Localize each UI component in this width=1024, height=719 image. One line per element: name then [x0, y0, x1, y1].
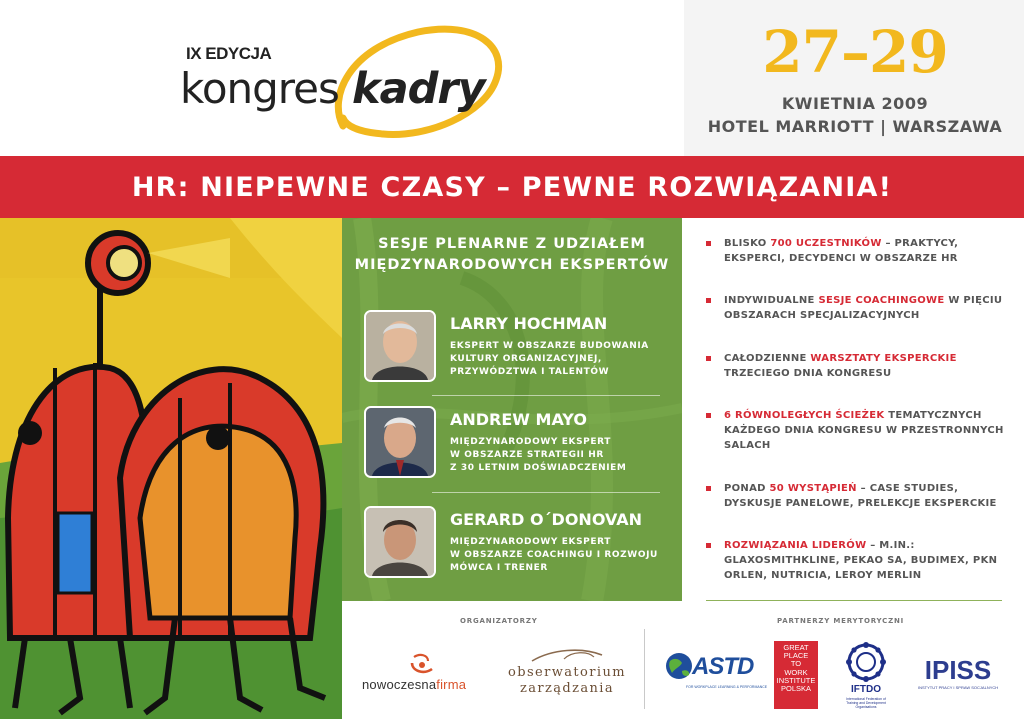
feature-item: [700, 293, 1018, 323]
feature-highlight: 50 WYSTĄPIEŃ: [769, 483, 857, 494]
iftdo-wordmark: IFTDO: [851, 684, 881, 695]
feature-text: PONAD: [724, 483, 770, 494]
nowoczesna-firma-wordmark: [362, 677, 466, 692]
feature-text: INDYWIDUALNE: [724, 295, 819, 306]
event-month: KWIETNIA 2009: [781, 94, 929, 113]
sponsors-footer: [342, 601, 1024, 719]
bullet-square-icon: [706, 241, 711, 246]
feature-text: – M.IN.: GLAXOSMITHKLINE, PEKAO SA, BUDIMEX, PKN ORLEN, NUTRICIA, LEROY MERLIN: [724, 540, 998, 581]
feature-highlight: 700 UCZESTNIKÓW: [770, 238, 882, 249]
feature-item: [700, 538, 1018, 583]
speaker-name: ANDREW MAYO: [450, 410, 587, 429]
feature-text: – PRAKTYCY, EKSPERCI, DECYDENCI W OBSZARZE HR: [724, 238, 959, 264]
feature-item: [700, 236, 1018, 266]
speaker-divider: [432, 395, 660, 396]
edition-label: IX EDYCJA: [186, 44, 272, 63]
feature-highlight: SESJE COACHINGOWE: [818, 295, 945, 306]
speaker-photo-icon: [364, 406, 436, 478]
nowoczesna-firma-logo: [362, 653, 486, 703]
event-dates: 27–29: [762, 18, 948, 86]
iftdo-logo: [836, 641, 896, 709]
obserwatorium-line1: obserwatorium: [508, 665, 626, 680]
obserwatorium-line2: zarządzania: [519, 681, 615, 696]
speaker-description: MIĘDZYNARODOWY EKSPERT W OBSZARZE STRATEGII HR Z 30 LETNIM DOŚWIADCZENIEM: [450, 437, 627, 473]
feature-item: [700, 351, 1018, 381]
ipiss-wordmark: IPISS: [924, 655, 992, 685]
feature-text: W PIĘCIU OBSZARACH SPECJALIZACYJNYCH: [724, 295, 1003, 321]
feature-highlight: 6 RÓWNOLEGŁYCH ŚCIEŻEK: [724, 410, 885, 421]
speaker-photo-icon: [364, 506, 436, 578]
logo-word-kadry: kadry: [352, 64, 485, 114]
bullet-square-icon: [706, 486, 711, 491]
speaker-divider: [432, 492, 660, 493]
headline-title: HR: NIEPEWNE CZASY – PEWNE ROZWIĄZANIA!: [131, 172, 893, 203]
feature-highlight: ROZWIĄZANIA LIDERÓW: [724, 540, 867, 551]
feature-item: [700, 408, 1018, 453]
astd-tagline: FOR WORKPLACE LEARNING & PERFORMANCE: [686, 685, 768, 689]
astd-logo: [664, 649, 768, 697]
gptw-wordmark: GREAT PLACE TO WORK INSTITUTE POLSKA: [776, 643, 816, 694]
ipiss-logo: [918, 655, 998, 695]
header: [0, 0, 1024, 156]
astd-wordmark: ASTD: [692, 653, 754, 680]
nf-part1: nowoczesna: [362, 677, 437, 692]
feature-highlight: WARSZTATY EKSPERCKIE: [810, 353, 957, 364]
headline-banner: [0, 156, 1024, 218]
bullet-square-icon: [706, 543, 711, 548]
iftdo-tagline: International Federation of Training and Development Organisations: [846, 697, 886, 709]
speaker-card: [364, 406, 674, 486]
speaker-photo-icon: [364, 310, 436, 382]
speaker-description: MIĘDZYNARODOWY EKSPERT W OBSZARZE COACHINGU I ROZWOJU MÓWCA I TRENER: [450, 537, 658, 573]
feature-text: BLISKO: [724, 238, 771, 249]
artwork-illustration: [0, 218, 342, 719]
bullet-square-icon: [706, 298, 711, 303]
artwork-figures-icon: [0, 218, 342, 719]
footer-divider: [644, 629, 645, 709]
feature-text: TEMATYCZNYCH KAŻDEGO DNIA KONGRESU W PRZESTRONNYCH SALACH: [724, 410, 1004, 451]
great-place-to-work-logo: [774, 641, 818, 709]
ipiss-tagline: INSTYTUT PRACY I SPRAW SOCJALNYCH: [918, 685, 999, 690]
speaker-card: [364, 310, 674, 390]
event-venue: HOTEL MARRIOTT | WARSZAWA: [707, 117, 1003, 136]
logo-word-kongres: kongres: [180, 64, 339, 113]
organizers-heading: ORGANIZATORZY: [460, 617, 538, 625]
feature-text: TRZECIEGO DNIA KONGRESU: [724, 368, 892, 379]
obserwatorium-swoosh-icon: [502, 645, 632, 665]
feature-text: CAŁODZIENNE: [724, 353, 811, 364]
obserwatorium-zarzadzania-logo: [502, 645, 632, 705]
speaker-card: [364, 506, 674, 586]
speaker-name: LARRY HOCHMAN: [450, 314, 608, 333]
partners-heading: PARTNERZY MERYTORYCZNI: [777, 617, 905, 625]
speakers-heading: SESJE PLENARNE Z UDZIAŁEM MIĘDZYNARODOWYCH EKSPERTÓW: [354, 236, 670, 273]
iftdo-emblem-icon: [836, 641, 896, 683]
speaker-name: GERARD O´DONOVAN: [450, 510, 643, 529]
speaker-description: EKSPERT W OBSZARZE BUDOWANIA KULTURY ORGANIZACYJNEJ, PRZYWÓDZTWA I TALENTÓW: [450, 341, 649, 377]
bullet-square-icon: [706, 413, 711, 418]
nowoczesna-firma-mark-icon: [362, 653, 486, 677]
plenary-speakers-panel: [342, 218, 682, 601]
kongres-kadry-logo: [178, 18, 508, 143]
astd-globe-icon: [664, 651, 694, 685]
feature-item: [700, 481, 1018, 511]
nf-part2: firma: [436, 677, 467, 692]
feature-text: – CASE STUDIES, DYSKUSJE PANELOWE, PRELEKCJE EKSPERCKIE: [724, 483, 997, 509]
bullet-square-icon: [706, 356, 711, 361]
